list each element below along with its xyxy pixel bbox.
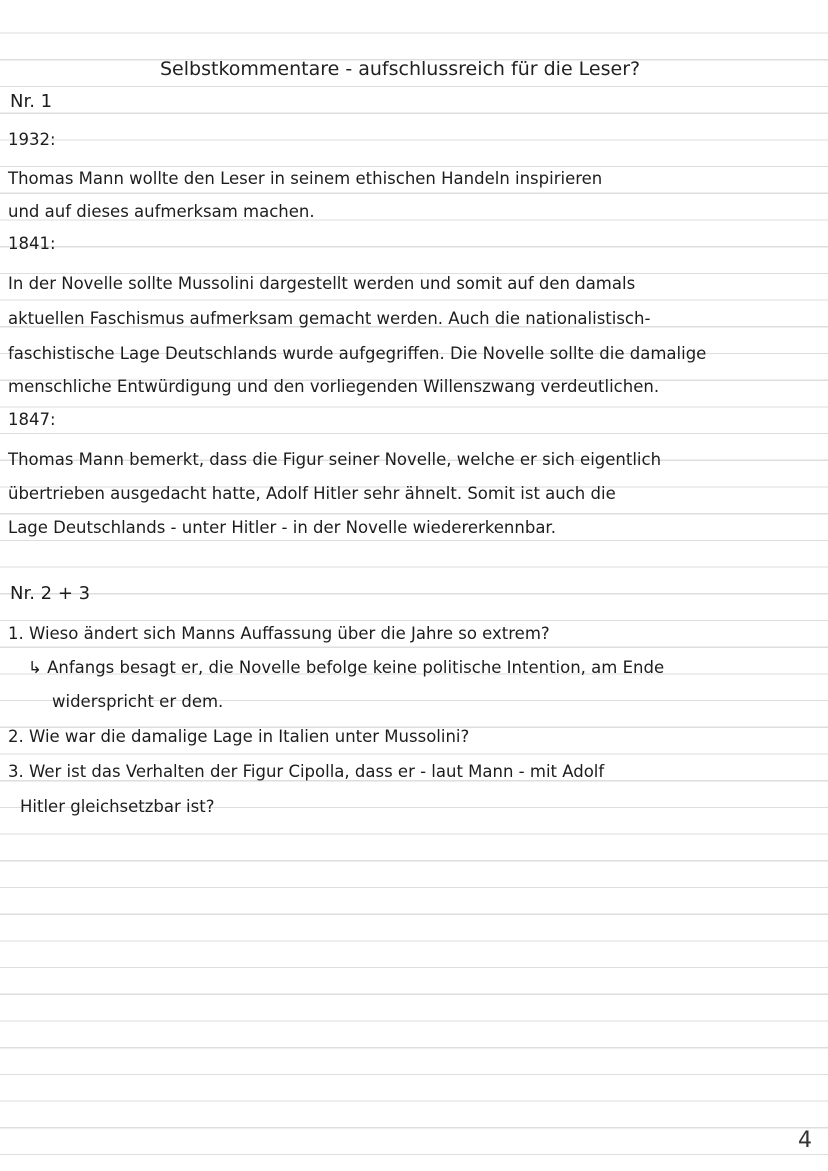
- question-line: 2. Wie war die damalige Lage in Italien unter Mussolini?: [8, 727, 470, 746]
- section-heading-nr2-3: Nr. 2 + 3: [10, 583, 91, 604]
- text-line: Lage Deutschlands - unter Hitler - in der Novelle wiedererkennbar.: [8, 518, 556, 537]
- year-label-1932: 1932:: [8, 130, 56, 149]
- text-line: In der Novelle sollte Mussolini dargestellt werden und somit auf den damals: [8, 274, 636, 293]
- text-line: übertrieben ausgedacht hatte, Adolf Hitler sehr ähnelt. Somit ist auch die: [8, 484, 616, 503]
- section-heading-nr1: Nr. 1: [10, 91, 53, 112]
- text-line: menschliche Entwürdigung und den vorliegenden Willenszwang verdeutlichen.: [8, 377, 660, 396]
- text-line: und auf dieses aufmerksam machen.: [8, 202, 315, 221]
- text-line: faschistische Lage Deutschlands wurde aufgegriffen. Die Novelle sollte die damalige: [8, 344, 707, 363]
- question-line: Hitler gleichsetzbar ist?: [20, 797, 215, 816]
- text-line: aktuellen Faschismus aufmerksam gemacht werden. Auch die nationalistisch-: [8, 309, 651, 328]
- answer-line: widerspricht er dem.: [52, 692, 224, 711]
- page-number: 4: [798, 1128, 812, 1153]
- answer-line: ↳ Anfangs besagt er, die Novelle befolge keine politische Intention, am Ende: [28, 658, 665, 677]
- text-line: Thomas Mann wollte den Leser in seinem ethischen Handeln inspirieren: [8, 169, 603, 188]
- text-line: Thomas Mann bemerkt, dass die Figur seiner Novelle, welche er sich eigentlich: [8, 450, 662, 469]
- year-label-1841: 1841:: [8, 234, 56, 253]
- page-title: Selbstkommentare - aufschlussreich für die Leser?: [150, 56, 650, 82]
- year-label-1847: 1847:: [8, 410, 56, 429]
- question-line: 3. Wer ist das Verhalten der Figur Cipolla, dass er - laut Mann - mit Adolf: [8, 762, 605, 781]
- question-line: 1. Wieso ändert sich Manns Auffassung über die Jahre so extrem?: [8, 624, 550, 643]
